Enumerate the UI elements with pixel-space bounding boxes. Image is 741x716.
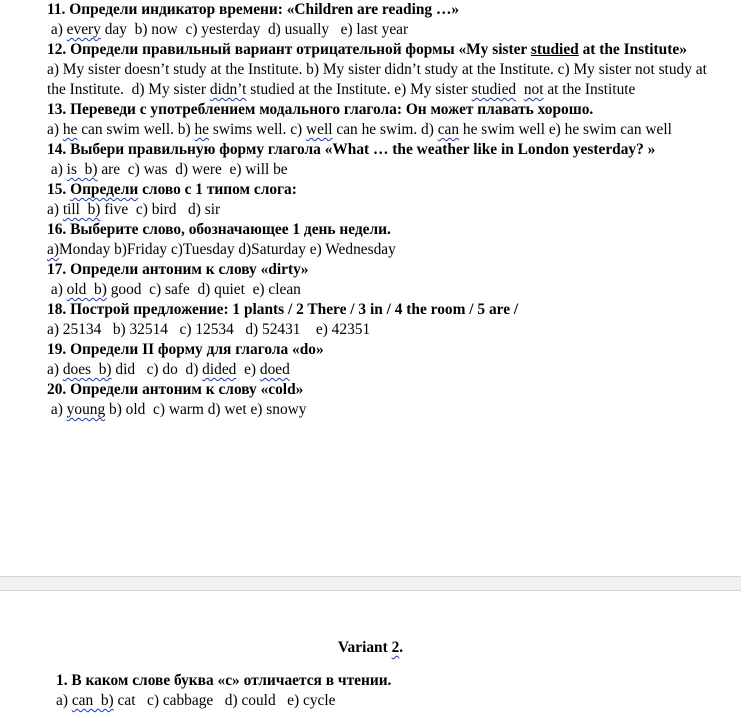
spell-mark: till b) [62, 201, 101, 218]
spell-mark: not [523, 81, 544, 98]
document-page-2 [0, 591, 741, 716]
question-text: 13. Переведи с употреблением модального глагола: Он может плавать хорошо. [47, 101, 594, 118]
underlined-word: studied [530, 41, 579, 58]
spell-mark: is b) [66, 161, 98, 178]
spell-mark: does b) [62, 361, 112, 378]
question-text: 15. Определи слово с 1 типом слога: [47, 181, 297, 198]
question-text: 11. Определи индикатор времени: «Children are reading …» [47, 1, 460, 18]
spell-mark: doed [259, 361, 290, 378]
spell-mark: studied [471, 81, 517, 98]
answer-options: a) young b) old c) warm d) wet e) snowy [47, 401, 307, 418]
question-text: 12. Определи правильный вариант отрицательной формы «My sister studied at the Institute» [47, 41, 687, 58]
question-text: 14. Выбери правильную форму глагола «What … the weather like in London yesterday? » [47, 141, 656, 158]
spell-mark: 2 [391, 639, 400, 656]
question-text: 19. Определи II форму для глагола «do» [47, 341, 324, 358]
question-14 [47, 140, 719, 180]
answer-options: a) old b) good c) safe d) quiet e) clean [47, 281, 301, 298]
answer-options: a) can b) cat c) cabbage d) could e) cycle [56, 692, 336, 709]
question-text: 1. В каком слове буква «c» отличается в чтении. [56, 672, 392, 689]
answer-options: a) My sister doesn’t study at the Institute. b) My sister didn’t study at the Institute. c) My sister not study at the Institute. d) My sister didn’t studied at the Institute. e) My sister studied not at the Institute [47, 61, 711, 98]
spell-mark: young [66, 401, 106, 418]
answer-options: a) he can swim well. b) he swims well. c) well can he swim. d) can he swim well e) he swim can well [47, 121, 672, 138]
question-text: 16. Выберите слово, обозначающее 1 день недели. [47, 221, 391, 238]
spell-mark: can [437, 121, 460, 138]
variant2-question-1 [56, 671, 728, 711]
spell-mark: Определи [70, 181, 139, 198]
page-break [0, 576, 741, 591]
questions-block [47, 0, 719, 420]
answer-options: a) does b) did c) do d) dided e) doed [47, 361, 290, 378]
question-16 [47, 220, 719, 260]
question-text: 17. Определи антоним к слову «dirty» [47, 261, 309, 278]
question-13 [47, 100, 719, 140]
spell-mark: dided [202, 361, 237, 378]
answer-options: a) till b) five c) bird d) sir [47, 201, 221, 218]
answer-options: a) is b) are c) was d) were e) will be [47, 161, 288, 178]
spell-mark: he [194, 121, 209, 138]
question-18 [47, 300, 719, 340]
spell-mark: old b) [66, 281, 107, 298]
question-text: 18. Построй предложение: 1 plants / 2 There / 3 in / 4 the room / 5 are / [47, 301, 519, 318]
spell-mark: well [306, 121, 333, 138]
question-text: 20. Определи антоним к слову «cold» [47, 381, 304, 398]
question-17 [47, 260, 719, 300]
variant-title: Variant 2. [337, 639, 404, 656]
question-15 [47, 180, 719, 220]
answer-options: a) every day b) now c) yesterday d) usually e) last year [47, 21, 409, 38]
question-20 [47, 380, 719, 420]
question-19 [47, 340, 719, 380]
spell-mark: a) [47, 241, 59, 258]
answer-options: a)Monday b)Friday c)Tuesday d)Saturday e) Wednesday [47, 241, 396, 258]
question-11 [47, 0, 719, 40]
spell-mark: didn’t [209, 81, 247, 98]
spell-mark: every [66, 21, 101, 38]
question-12 [47, 40, 719, 100]
spell-mark: he [62, 121, 78, 138]
spell-mark: can b) [71, 692, 114, 709]
answer-options: a) 25134 b) 32514 c) 12534 d) 52431 e) 42351 [47, 321, 371, 338]
